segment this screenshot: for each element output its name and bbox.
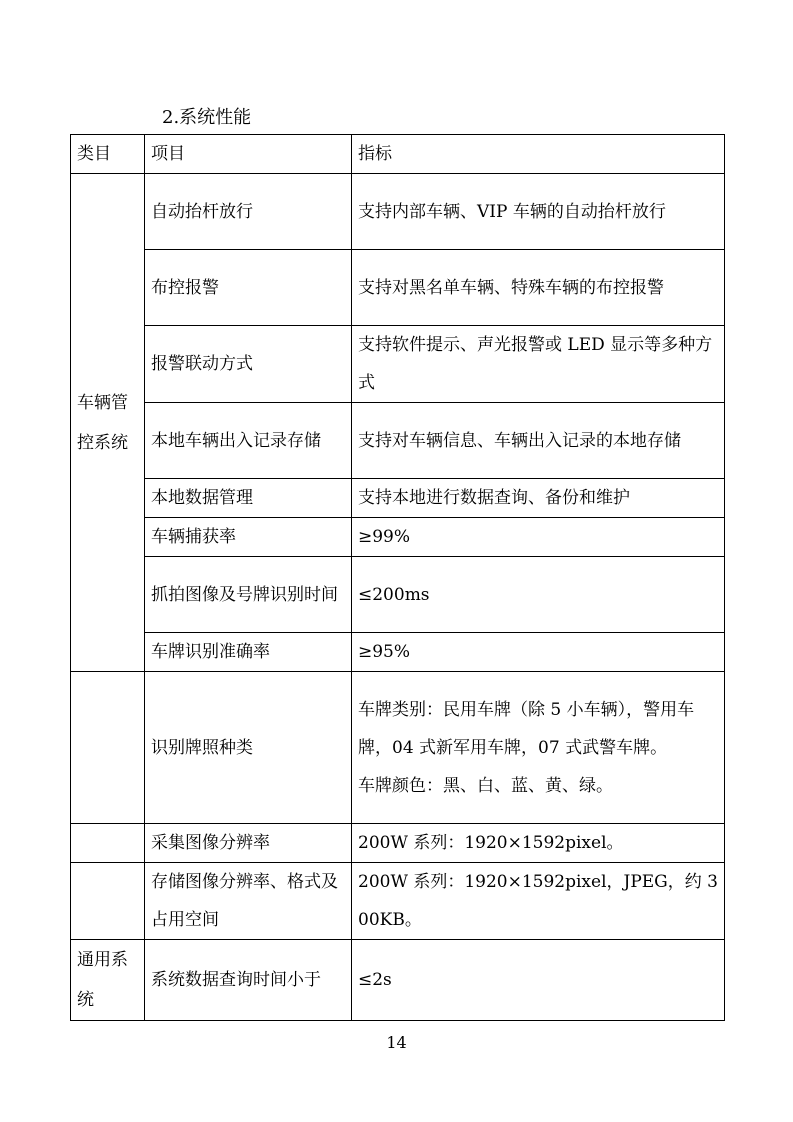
- indicator-cell: 200W 系列：1920×1592pixel。: [352, 824, 725, 863]
- item-cell: 车辆捕获率: [145, 518, 352, 557]
- indicator-cell: 支持内部车辆、VIP 车辆的自动抬杆放行: [352, 174, 725, 250]
- performance-table: [70, 134, 725, 1021]
- table-row: [71, 479, 725, 518]
- item-cell: 存储图像分辨率、格式及占用空间: [145, 863, 352, 940]
- item-cell: 自动抬杆放行: [145, 174, 352, 250]
- indicator-cell: 支持对车辆信息、车辆出入记录的本地存储: [352, 403, 725, 479]
- item-cell: 采集图像分辨率: [145, 824, 352, 863]
- indicator-cell: [352, 672, 725, 824]
- item-cell: 识别牌照种类: [145, 672, 352, 824]
- table-row: [71, 174, 725, 250]
- item-cell: 抓拍图像及号牌识别时间: [145, 557, 352, 633]
- header-indicator: 指标: [352, 135, 725, 174]
- page-number: 14: [386, 1033, 407, 1052]
- plate-color-text: 车牌颜色：黑、白、蓝、黄、绿。: [358, 775, 613, 796]
- item-cell: 本地数据管理: [145, 479, 352, 518]
- table-row: [71, 940, 725, 1021]
- indicator-cell: ≥95%: [352, 633, 725, 672]
- table-row: [71, 633, 725, 672]
- header-item: 项目: [145, 135, 352, 174]
- table-header-row: [71, 135, 725, 174]
- indicator-cell: ≥99%: [352, 518, 725, 557]
- plate-type-text: 车牌类别：民用车牌（除 5 小车辆），警用车牌，04 式新军用车牌，07 式武警车牌。: [358, 699, 695, 758]
- category-cell: [71, 824, 145, 863]
- table-row: [71, 403, 725, 479]
- item-cell: 本地车辆出入记录存储: [145, 403, 352, 479]
- category-cell-vehicle-control: 车辆管控系统: [71, 174, 145, 672]
- table-row: [71, 863, 725, 940]
- indicator-cell: 支持本地进行数据查询、备份和维护: [352, 479, 725, 518]
- indicator-cell: 200W 系列：1920×1592pixel，JPEG，约 300KB。: [352, 863, 725, 940]
- category-cell: [71, 863, 145, 940]
- table-row: [71, 672, 725, 824]
- table-row: [71, 326, 725, 403]
- table-row: [71, 250, 725, 326]
- table-row: [71, 557, 725, 633]
- indicator-cell: 支持软件提示、声光报警或 LED 显示等多种方式: [352, 326, 725, 403]
- category-cell: [71, 672, 145, 824]
- header-category: 类目: [71, 135, 145, 174]
- table-row: [71, 518, 725, 557]
- section-title: 2.系统性能: [162, 107, 252, 128]
- indicator-cell: 支持对黑名单车辆、特殊车辆的布控报警: [352, 250, 725, 326]
- item-cell: 布控报警: [145, 250, 352, 326]
- indicator-cell: ≤200ms: [352, 557, 725, 633]
- indicator-cell: ≤2s: [352, 940, 725, 1021]
- item-cell: 系统数据查询时间小于: [145, 940, 352, 1021]
- category-cell-general: 通用系统: [71, 940, 145, 1021]
- item-cell: 车牌识别准确率: [145, 633, 352, 672]
- item-cell: 报警联动方式: [145, 326, 352, 403]
- table-row: [71, 824, 725, 863]
